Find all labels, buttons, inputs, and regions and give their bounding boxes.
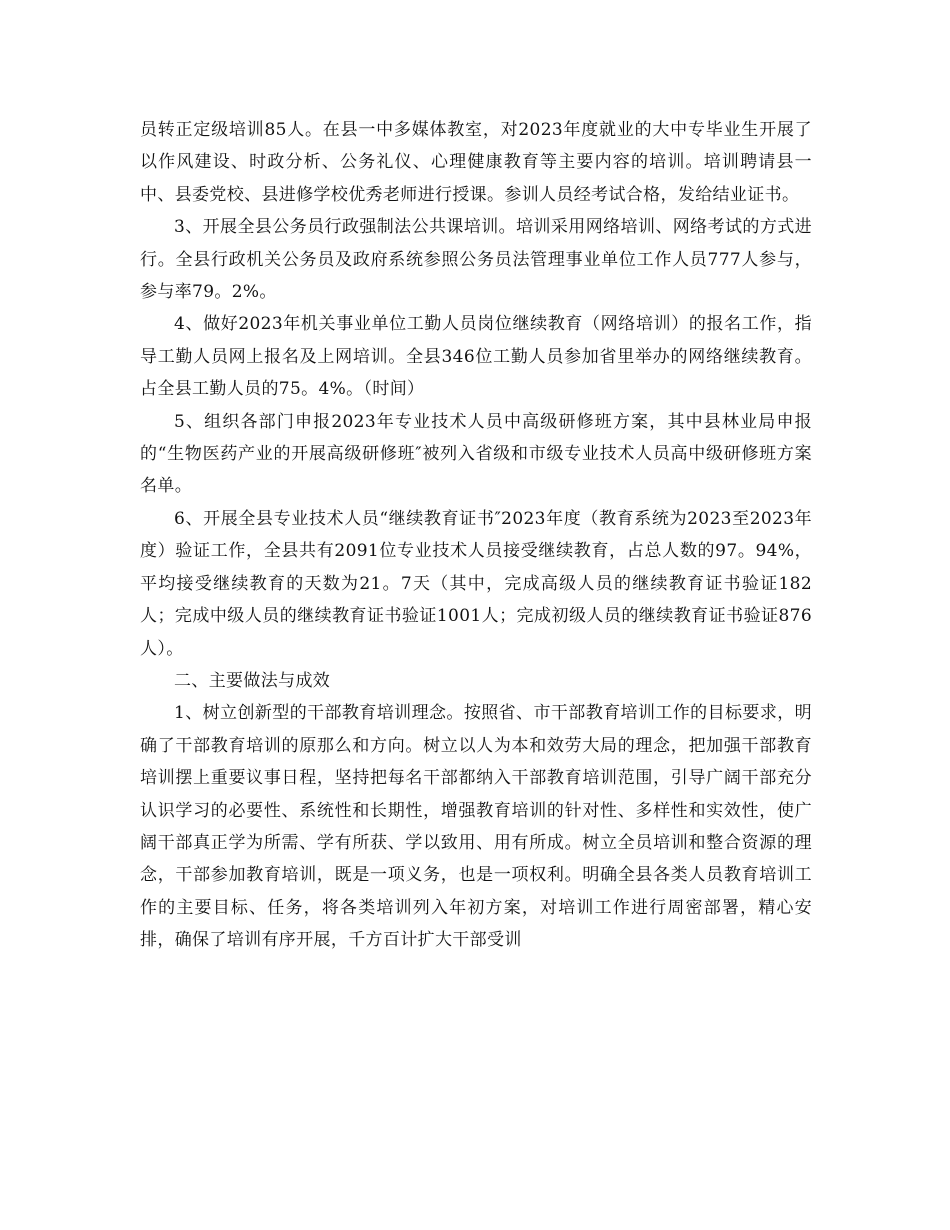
paragraph-section2-item-1: 1、树立创新型的干部教育培训理念。按照省、市干部教育培训工作的目标要求，明确了干部教育培训的原那么和方向。树立以人为本和效劳大局的理念，把加强干部教育培训摆上重要议事日程，坚持把每名干部都纳入干部教育培训范围，引导广阔干部充分认识学习的必要性、系统性和长期性，增强教育培训的针对性、多样性和实效性，使广阔干部真正学为所需、学有所获、学以致用、用有所成。树立全员培训和整合资源的理念，干部参加教育培训，既是一项义务，也是一项权利。明确全县各类人员教育培训工作的主要目标、任务，将各类培训列入年初方案，对培训工作进行周密部署，精心安排，确保了培训有序开展，千方百计扩大干部受训	[140, 703, 812, 951]
paragraph-item-6: 6、开展全县专业技术人员“继续教育证书″2023年度（教育系统为2023至2023年度）验证工作，全县共有2091位专业技术人员接受继续教育，占总人数的97。94%，平均接受继续教育的天数为21。7天（其中，完成高级人员的继续教育证书验证182人；完成中级人员的继续教育证书验证1001人；完成初级人员的继续教育证书验证876人）。	[140, 508, 812, 659]
paragraph-item-5: 5、组织各部门申报2023年专业技术人员中高级研修班方案，其中县林业局申报的“生物医药产业的开展高级研修班″被列入省级和市级专业技术人员高中级研修班方案名单。	[140, 411, 812, 497]
document-body	[140, 114, 812, 957]
section-heading: 二、主要做法与成效	[174, 670, 331, 691]
paragraph-item-4: 4、做好2023年机关事业单位工勤人员岗位继续教育（网络培训）的报名工作，指导工勤人员网上报名及上网培训。全县346位工勤人员参加省里举办的网络继续教育。占全县工勤人员的75。4%。（时间）	[140, 314, 812, 400]
paragraph-continued-training: 员转正定级培训85人。在县一中多媒体教室，对2023年度就业的大中专毕业生开展了以作风建设、时政分析、公务礼仪、心理健康教育等主要内容的培训。培训聘请县一中、县委党校、县进修学校优秀老师进行授课。参训人员经考试合格，发给结业证书。	[140, 120, 812, 205]
paragraph-item-3: 3、开展全县公务员行政强制法公共课培训。培训采用网络培训、网络考试的方式进行。全县行政机关公务员及政府系统参照公务员法管理事业单位工作人员777人参与，参与率79。2%。	[140, 217, 812, 303]
